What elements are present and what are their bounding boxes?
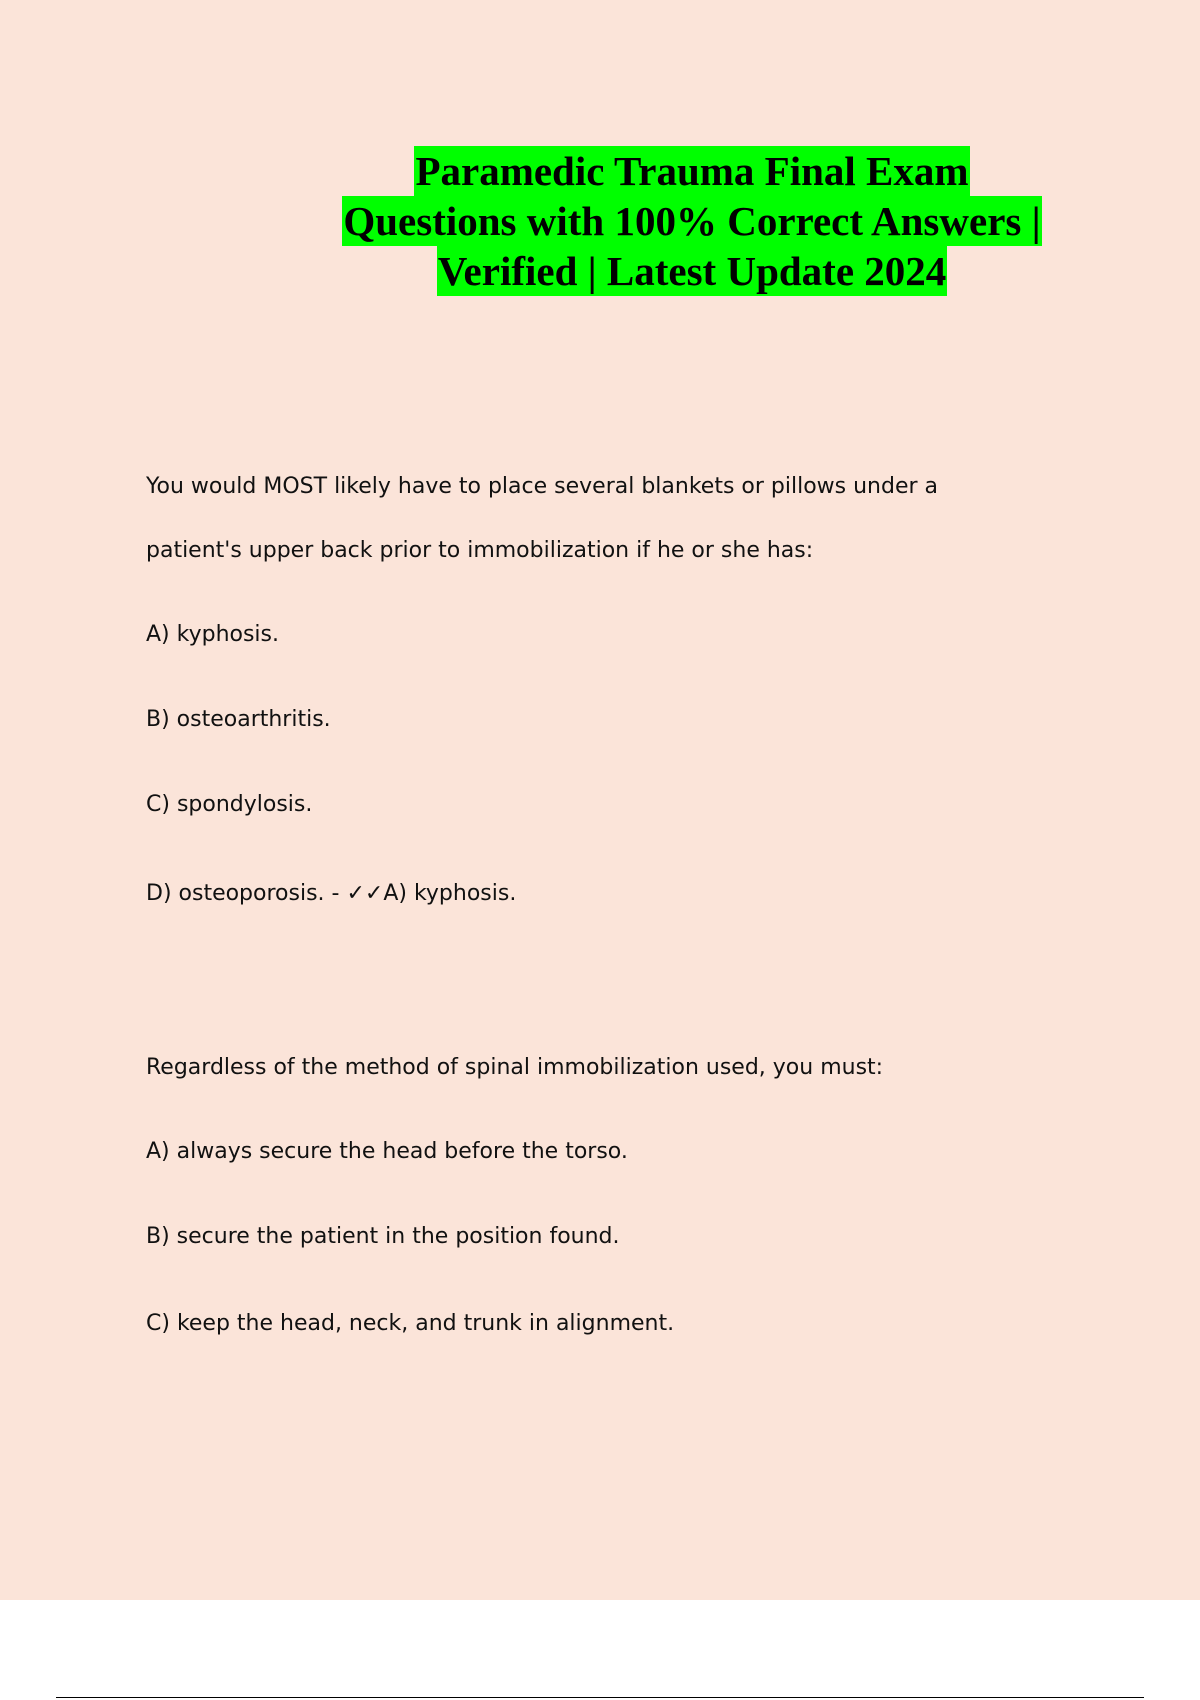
document-title — [292, 146, 1092, 296]
title-line: Verified | Latest Update 2024 — [437, 248, 947, 294]
question-2-option-b: B) secure the patient in the position found. — [146, 1224, 620, 1249]
question-1-stem-line-1: You would MOST likely have to place several blankets or pillows under a — [146, 474, 939, 499]
question-1-stem-line-2: patient's upper back prior to immobilization if he or she has: — [146, 538, 814, 563]
title-line: Paramedic Trauma Final Exam — [415, 148, 969, 194]
question-2-option-a: A) always secure the head before the torso. — [146, 1139, 628, 1164]
question-2-option-c: C) keep the head, neck, and trunk in alignment. — [146, 1311, 675, 1336]
question-1-option-b: B) osteoarthritis. — [146, 707, 331, 732]
question-2-stem: Regardless of the method of spinal immobilization used, you must: — [146, 1055, 884, 1080]
question-1-option-c: C) spondylosis. — [146, 792, 313, 817]
footer-divider — [56, 1697, 1144, 1698]
question-1-option-a: A) kyphosis. — [146, 622, 279, 647]
title-line: Questions with 100% Correct Answers | — [343, 198, 1041, 244]
question-1-option-d-with-answer: D) osteoporosis. - ✓✓A) kyphosis. — [146, 881, 517, 906]
